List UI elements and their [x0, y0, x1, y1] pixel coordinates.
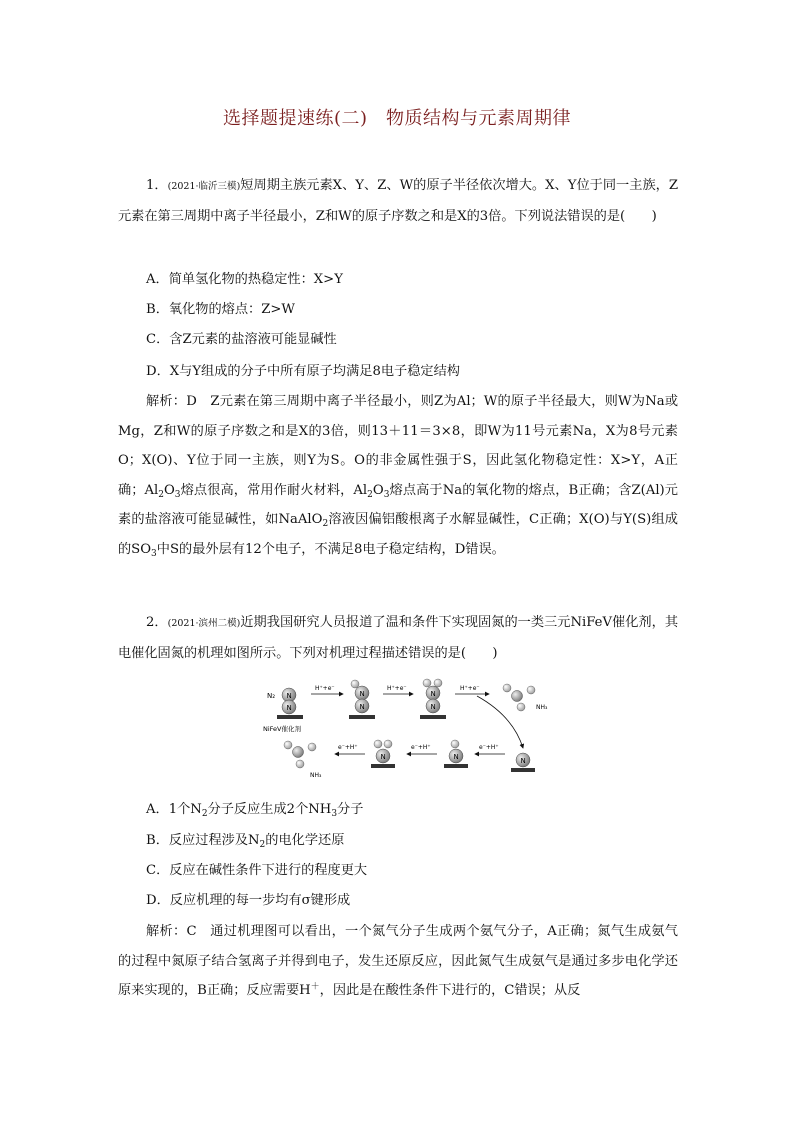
hydrogen-atom	[284, 741, 292, 749]
step-label: H⁺+e⁻	[315, 685, 335, 692]
hydrogen-atom	[351, 680, 359, 688]
analysis-text: 中S的最外层有12个电子，不满足8电子稳定结构，D错误。	[156, 541, 505, 557]
hydrogen-atom	[517, 703, 525, 711]
catalyst-surface	[371, 764, 395, 768]
question-2-text: 近期我国研究人员报道了温和条件下实现固氮的一类三元NiFeV催化剂，其电催化固氮的机理如图所示。下列对机理过程描述错误的是( )	[118, 615, 679, 661]
subscript: 3	[174, 489, 181, 500]
atom-label: N	[359, 690, 365, 698]
catalyst-label: NiFeV催化剂	[263, 725, 301, 733]
question-2-source: (2021·滨州二模)	[167, 618, 241, 629]
hydrogen-atom	[527, 686, 535, 694]
superscript: ＋	[310, 982, 320, 992]
hydrogen-atom	[451, 740, 459, 748]
analysis-text: O	[372, 482, 384, 498]
nitrogen-atom	[293, 747, 304, 758]
subscript: 2	[259, 840, 266, 850]
option-text: 分子	[337, 802, 364, 817]
atom-label: N	[380, 753, 386, 761]
analysis-text: 熔点高于Na的氧化物的熔点，B正确；含Z(Al)元素的盐溶液可能显碱性，如NaAlO	[118, 482, 678, 527]
analysis-text: ，因此是在酸性条件下进行的，C错误；从反	[319, 983, 581, 998]
atom-label: N	[286, 692, 292, 700]
question-1-stem	[118, 171, 678, 231]
step-label: e⁻+H⁺	[411, 744, 431, 751]
option-text: A．1个N	[146, 802, 202, 817]
analysis-answer: D	[186, 394, 197, 409]
analysis-label: 解析：	[146, 924, 187, 939]
subscript: 2	[158, 489, 164, 500]
nh3-label: NH₃	[536, 704, 548, 711]
question-2-stem	[118, 608, 678, 668]
subscript: 3	[331, 809, 338, 819]
catalyst-surface	[349, 715, 375, 719]
subscript: 2	[201, 809, 208, 819]
question-2-option-a	[146, 800, 363, 820]
hydrogen-atom	[374, 740, 382, 748]
nitrogen-atom	[512, 691, 523, 702]
n2-label: N₂	[267, 692, 276, 700]
page-title: 选择题提速练(二) 物质结构与元素周期律	[222, 108, 572, 129]
option-text: 的电化学还原	[265, 833, 345, 848]
step-label: e⁻+H⁺	[479, 744, 499, 751]
atom-label: N	[359, 703, 365, 711]
subscript: 3	[151, 548, 157, 559]
step-label: H⁺+e⁻	[460, 685, 480, 692]
analysis-text: 熔点很高，常用作耐火材料，Al	[180, 482, 368, 498]
hydrogen-atom	[384, 740, 392, 748]
curved-arrow	[477, 696, 523, 748]
question-2-analysis	[118, 917, 678, 1006]
question-1-option-b: B．氧化物的熔点：Z>W	[146, 302, 295, 317]
step-label: e⁻+H⁺	[338, 744, 358, 751]
question-1-text: 短周期主族元素X、Y、Z、W的原子半径依次增大。X、Y位于同一主族，Z元素在第三周期中离子半径最小，Z和W的原子序数之和是X的3倍。下列说法错误的是( )	[118, 178, 679, 224]
question-1-option-c: C．含Z元素的盐溶液可能显碱性	[146, 332, 337, 347]
atom-label: N	[430, 703, 436, 711]
hydrogen-atom	[296, 760, 304, 768]
atom-label: N	[520, 757, 526, 765]
hydrogen-atom	[503, 684, 511, 692]
catalyst-surface	[444, 764, 468, 768]
question-1-number: 1．	[146, 178, 168, 193]
nitrogen-fixation-mechanism-diagram	[255, 676, 555, 788]
analysis-text: 溶液因偏铝酸根离子水解显碱性，C正确；X(O)与Y(S)组成的SO	[118, 512, 678, 557]
subscript: 2	[322, 519, 329, 529]
step-label: H⁺+e⁻	[387, 685, 407, 692]
analysis-label: 解析：	[146, 394, 187, 409]
atom-label: N	[430, 690, 436, 698]
hydrogen-atom	[434, 679, 442, 687]
question-1-source: (2021·临沂三模)	[167, 181, 241, 192]
analysis-text: Z元素在第三周期中离子半径最小，则Z为Al；W的原子半径最大，则W为Na或Mg，Z和W的原子序数之和是X的3倍，则13＋11＝3×8，即W为11号元素Na，X为8号元素O；X(O)、Y位于同一主族，则Y为S。O的非金属性强于S，因此氢化物稳定性：X>Y，A正确；Al	[118, 394, 679, 498]
catalyst-surface	[511, 768, 535, 772]
catalyst-surface	[420, 715, 446, 719]
option-text: B．反应过程涉及N	[146, 833, 260, 848]
atom-label: N	[286, 704, 292, 712]
question-1-option-d: D．X与Y组成的分子中所有原子均满足8电子稳定结构	[146, 364, 460, 379]
question-2-option-b	[146, 831, 344, 851]
subscript: 3	[383, 489, 390, 500]
hydrogen-atom	[308, 743, 316, 751]
analysis-text: 通过机理图可以看出，一个氮气分子生成两个氨气分子，A正确；氮气生成氨气的过程中氮原子结合氢离子并得到电子，发生还原反应，因此氮气生成氨气是通过多步电化学还原来实现的，B正确；反应需要H	[118, 924, 678, 998]
catalyst-surface	[277, 715, 303, 719]
option-text: 分子反应生成2个NH	[207, 802, 332, 817]
question-1-option-a: A．简单氢化物的热稳定性：X>Y	[146, 272, 343, 287]
hydrogen-atom	[423, 679, 431, 687]
atom-label: N	[453, 753, 459, 761]
question-2-option-d: D．反应机理的每一步均有σ键形成	[146, 893, 351, 908]
question-2-option-c: C．反应在碱性条件下进行的程度更大	[146, 863, 368, 878]
nh3-label: NH₃	[310, 772, 322, 779]
subscript: 2	[367, 489, 373, 500]
question-1-analysis	[118, 387, 678, 564]
question-2-number: 2．	[146, 615, 168, 630]
analysis-text: O	[163, 482, 175, 498]
analysis-answer: C	[186, 924, 197, 939]
